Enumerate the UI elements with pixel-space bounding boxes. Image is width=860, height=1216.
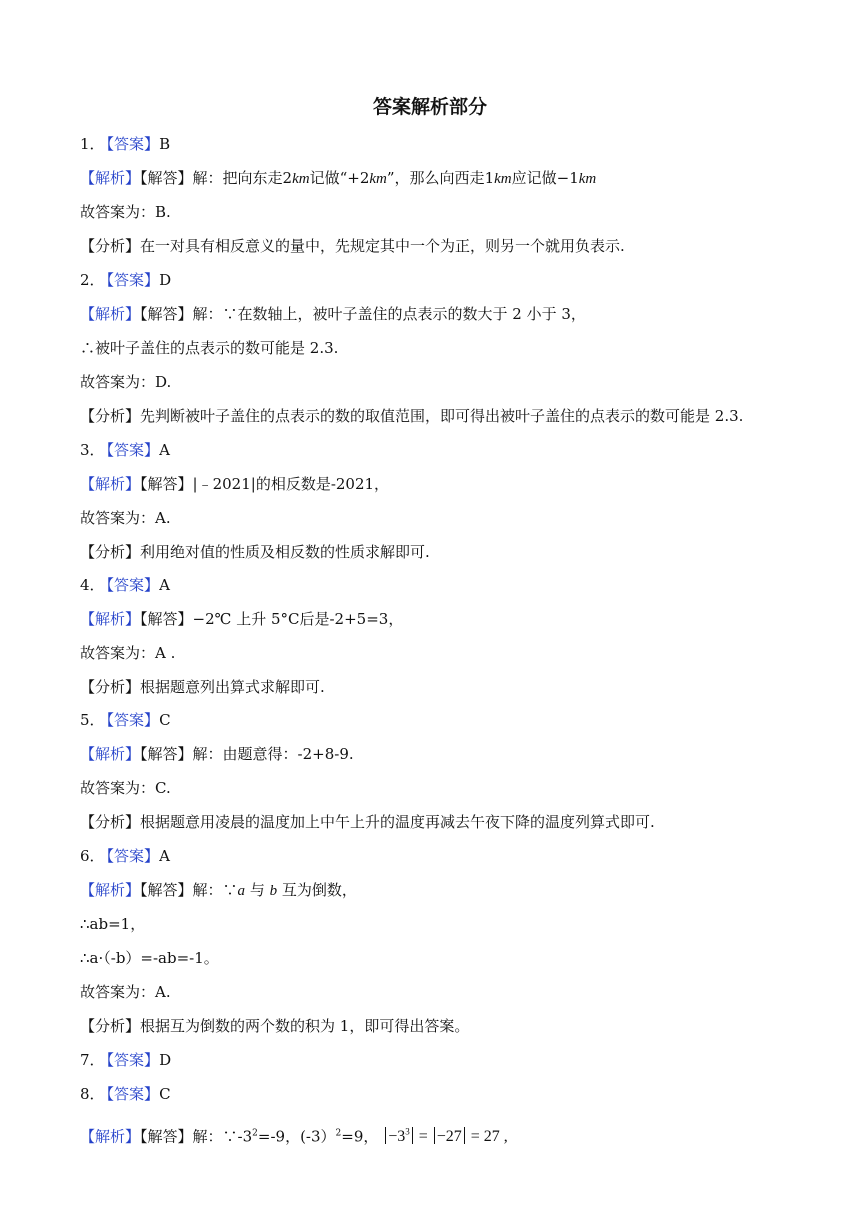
abs-bar — [434, 1127, 435, 1144]
fenxi-label: 【分析】 — [80, 1017, 141, 1035]
answer-label: 【答案】 — [106, 441, 160, 459]
analysis-text: 先判断被叶子盖住的点表示的数的取值范围，即可得出被叶子盖住的点表示的数可能是 2.3. — [140, 407, 744, 425]
solution-text: 解：∵ — [192, 881, 238, 899]
q4-conclusion: 故答案为：A . — [80, 644, 176, 662]
math-unit: km — [494, 171, 512, 187]
answer-label: 【答案】 — [106, 271, 160, 289]
q6-analysis-line — [80, 1016, 469, 1036]
question-number: 7． — [80, 1051, 105, 1069]
fenxi-label: 【分析】 — [80, 813, 141, 831]
solution-text: 解：把向东走 — [192, 169, 283, 187]
math-value: −1 — [556, 169, 579, 187]
q6-solution-line-2: ∴ab=1， — [80, 915, 146, 933]
q1-answer-line — [80, 134, 170, 154]
answer-value: D — [159, 271, 172, 289]
q3-solution-line — [80, 474, 389, 494]
exponent: 3 — [405, 1127, 410, 1137]
q4-analysis-line — [80, 677, 325, 697]
math-variable: b — [269, 883, 278, 899]
q8-solution-line — [80, 1122, 508, 1147]
q6-conclusion: 故答案为：A. — [80, 983, 171, 1001]
analysis-label: 【解析】 — [80, 745, 141, 763]
question-number: 6． — [80, 847, 105, 865]
abs-bar — [412, 1127, 413, 1144]
solution-text: 解：∵-3 — [192, 1127, 253, 1146]
q5-solution-line — [80, 744, 354, 764]
question-number: 8． — [80, 1085, 105, 1103]
analysis-label: 【解析】 — [80, 1127, 141, 1146]
math-unit: km — [292, 171, 310, 187]
q4-solution-line — [80, 609, 403, 629]
q3-answer-line — [80, 440, 170, 460]
solution-label: 【解答】 — [140, 169, 193, 187]
answer-label: 【答案】 — [106, 1085, 160, 1103]
question-number: 2． — [80, 271, 105, 289]
abs-bar — [464, 1127, 465, 1144]
q2-analysis-line — [80, 406, 743, 426]
q1-solution-line — [80, 168, 596, 189]
solution-label: 【解答】 — [140, 1127, 193, 1146]
answer-label: 【答案】 — [106, 576, 160, 594]
solution-text: =-9，(-3） — [257, 1127, 336, 1146]
answer-value: A — [159, 441, 170, 459]
q3-conclusion: 故答案为：A. — [80, 509, 171, 527]
analysis-label: 【解析】 — [80, 475, 141, 493]
analysis-text: 根据题意列出算式求解即可. — [140, 678, 325, 696]
answer-value: A — [159, 576, 170, 594]
solution-text: 解：∵在数轴上，被叶子盖住的点表示的数大于 2 小于 3， — [192, 305, 586, 323]
solution-label: 【解答】 — [140, 745, 193, 763]
q1-conclusion: 故答案为：B. — [80, 203, 171, 221]
math-variable: a — [237, 883, 246, 899]
q2-conclusion: 故答案为：D. — [80, 373, 172, 391]
answer-value: C — [159, 711, 171, 729]
math-unit: km — [369, 171, 387, 187]
math-value: 1 — [484, 169, 495, 187]
math-value: +2 — [347, 169, 370, 187]
solution-text: 应记做 — [511, 169, 557, 187]
exponent: 2 — [252, 1128, 258, 1139]
q2-solution-line-2: ∴被叶子盖住的点表示的数可能是 2.3. — [80, 339, 339, 357]
answer-value: C — [159, 1085, 171, 1103]
analysis-text: 利用绝对值的性质及相反数的性质求解即可. — [140, 543, 430, 561]
q6-answer-line — [80, 846, 170, 866]
q7-answer-line — [80, 1050, 171, 1070]
fenxi-label: 【分析】 — [80, 407, 141, 425]
answer-label: 【答案】 — [106, 711, 160, 729]
solution-label: 【解答】 — [140, 475, 193, 493]
q5-conclusion: 故答案为：C. — [80, 779, 171, 797]
solution-label: 【解答】 — [140, 305, 193, 323]
answer-label: 【答案】 — [106, 1051, 160, 1069]
fenxi-label: 【分析】 — [80, 237, 141, 255]
q8-answer-line — [80, 1084, 171, 1104]
q1-analysis-line — [80, 236, 625, 256]
q5-analysis-line — [80, 812, 655, 832]
fenxi-label: 【分析】 — [80, 543, 141, 561]
answer-value: B — [159, 135, 171, 153]
analysis-label: 【解析】 — [80, 305, 141, 323]
answer-label: 【答案】 — [106, 847, 160, 865]
math-value: 2 — [282, 169, 293, 187]
solution-label: 【解答】 — [140, 881, 193, 899]
exponent: 2 — [335, 1128, 342, 1139]
analysis-text: 在一对具有相反意义的量中，先规定其中一个为正，则另一个就用负表示. — [140, 237, 625, 255]
solution-text: 与 — [245, 881, 270, 899]
analysis-text: 根据互为倒数的两个数的积为 1，即可得出答案。 — [140, 1017, 470, 1035]
analysis-text: 根据题意用凌晨的温度加上中午上升的温度再减去午夜下降的温度列算式即可. — [140, 813, 655, 831]
math-operator: = — [414, 1128, 432, 1146]
abs-bar — [385, 1127, 386, 1144]
fenxi-label: 【分析】 — [80, 678, 141, 696]
question-number: 5． — [80, 711, 105, 729]
solution-text: 解：由题意得：-2+8-9. — [192, 745, 354, 763]
q2-answer-line — [80, 270, 171, 290]
question-number: 4． — [80, 576, 105, 594]
answer-label: 【答案】 — [106, 135, 160, 153]
q3-analysis-line — [80, 542, 430, 562]
question-number: 3． — [80, 441, 105, 459]
math-value: −3 — [388, 1128, 406, 1146]
q4-answer-line — [80, 575, 170, 595]
analysis-label: 【解析】 — [80, 610, 141, 628]
analysis-label: 【解析】 — [80, 169, 141, 187]
q2-solution-line — [80, 304, 586, 324]
answer-value: D — [159, 1051, 172, 1069]
solution-text: ”，那么向西走 — [386, 169, 485, 187]
solution-text: −2℃ 上升 5°C后是-2+5=3， — [192, 610, 404, 628]
question-number: 1． — [80, 135, 105, 153]
q6-solution-line — [80, 880, 357, 901]
page-title: 答案解析部分 — [372, 96, 487, 118]
q6-solution-line-3: ∴a·（-b）=-ab=-1。 — [80, 949, 219, 967]
answer-value: A — [159, 847, 170, 865]
solution-text: 记做“ — [309, 169, 348, 187]
math-unit: km — [578, 171, 597, 187]
analysis-label: 【解析】 — [80, 881, 141, 899]
q5-answer-line — [80, 710, 171, 730]
math-result: = 27 , — [466, 1128, 508, 1146]
solution-text: 互为倒数， — [277, 881, 357, 899]
math-value: −27 — [436, 1128, 462, 1146]
solution-label: 【解答】 — [140, 610, 193, 628]
solution-text: =9， — [341, 1127, 379, 1146]
solution-text: |﹣2021|的相反数是-2021， — [192, 475, 390, 493]
absolute-value-expression — [383, 1128, 508, 1145]
